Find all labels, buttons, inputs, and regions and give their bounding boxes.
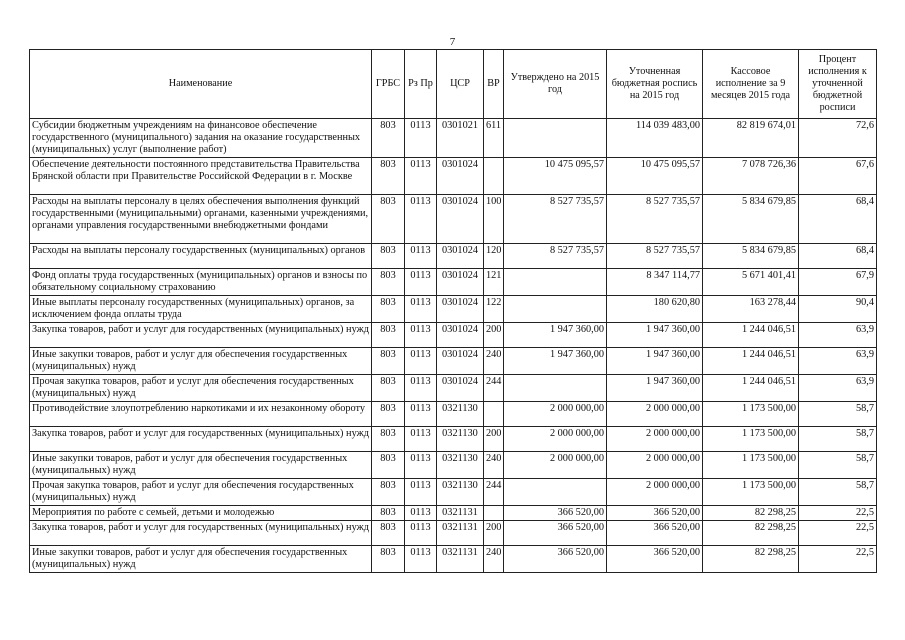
header-csr: ЦСР	[437, 50, 484, 119]
row-refined: 2 000 000,00	[607, 479, 703, 506]
row-approved: 2 000 000,00	[504, 452, 607, 479]
row-rzpr: 0113	[405, 244, 437, 269]
row-rzpr: 0113	[405, 375, 437, 402]
row-csr: 0301024	[437, 195, 484, 244]
row-rzpr: 0113	[405, 323, 437, 348]
row-rzpr: 0113	[405, 348, 437, 375]
row-name: Закупка товаров, работ и услуг для государственных (муниципальных) нужд	[30, 323, 372, 348]
row-percent: 90,4	[799, 296, 877, 323]
row-csr: 0301024	[437, 296, 484, 323]
row-refined: 366 520,00	[607, 546, 703, 573]
row-refined: 1 947 360,00	[607, 348, 703, 375]
row-cash: 163 278,44	[703, 296, 799, 323]
row-approved: 366 520,00	[504, 506, 607, 521]
row-vr: 122	[484, 296, 504, 323]
row-cash: 1 173 500,00	[703, 402, 799, 427]
row-cash: 1 173 500,00	[703, 427, 799, 452]
row-cash: 5 834 679,85	[703, 195, 799, 244]
row-name: Противодействие злоупотреблению наркотиками и их незаконному обороту	[30, 402, 372, 427]
row-percent: 67,9	[799, 269, 877, 296]
row-percent: 68,4	[799, 244, 877, 269]
row-refined: 180 620,80	[607, 296, 703, 323]
row-grbs: 803	[372, 244, 405, 269]
row-percent: 68,4	[799, 195, 877, 244]
table-row	[30, 427, 877, 452]
table-row	[30, 119, 877, 158]
row-csr: 0321130	[437, 479, 484, 506]
page-number: 7	[449, 36, 456, 48]
row-vr: 200	[484, 323, 504, 348]
row-cash: 5 671 401,41	[703, 269, 799, 296]
row-name: Иные закупки товаров, работ и услуг для обеспечения государственных (муниципальных) нужд	[30, 348, 372, 375]
row-approved	[504, 119, 607, 158]
row-refined: 1 947 360,00	[607, 375, 703, 402]
row-approved	[504, 269, 607, 296]
header-refined: Уточненная бюджетная роспись на 2015 год	[607, 50, 703, 119]
row-approved: 8 527 735,57	[504, 195, 607, 244]
row-name: Закупка товаров, работ и услуг для государственных (муниципальных) нужд	[30, 521, 372, 546]
row-name: Иные закупки товаров, работ и услуг для обеспечения государственных (муниципальных) нужд	[30, 546, 372, 573]
row-cash: 82 298,25	[703, 506, 799, 521]
row-cash: 82 298,25	[703, 546, 799, 573]
row-name: Фонд оплаты труда государственных (муниципальных) органов и взносы по обязательному социальному страхованию	[30, 269, 372, 296]
row-csr: 0301024	[437, 375, 484, 402]
row-percent: 58,7	[799, 402, 877, 427]
row-grbs: 803	[372, 119, 405, 158]
header-grbs: ГРБС	[372, 50, 405, 119]
header-vr: ВР	[484, 50, 504, 119]
row-csr: 0301024	[437, 269, 484, 296]
row-name: Обеспечение деятельности постоянного представительства Правительства Брянской области при Правительстве Российской Федерации в г. Москве	[30, 158, 372, 195]
row-rzpr: 0113	[405, 546, 437, 573]
row-rzpr: 0113	[405, 521, 437, 546]
row-cash: 82 298,25	[703, 521, 799, 546]
row-grbs: 803	[372, 375, 405, 402]
row-percent: 63,9	[799, 348, 877, 375]
row-refined: 8 527 735,57	[607, 244, 703, 269]
row-percent: 58,7	[799, 452, 877, 479]
row-name: Прочая закупка товаров, работ и услуг для обеспечения государственных (муниципальных) нужд	[30, 479, 372, 506]
row-cash: 1 244 046,51	[703, 375, 799, 402]
row-csr: 0321131	[437, 521, 484, 546]
row-approved: 366 520,00	[504, 546, 607, 573]
row-cash: 1 173 500,00	[703, 452, 799, 479]
row-rzpr: 0113	[405, 195, 437, 244]
header-cash: Кассовое исполнение за 9 месяцев 2015 года	[703, 50, 799, 119]
row-vr: 244	[484, 375, 504, 402]
row-approved: 2 000 000,00	[504, 402, 607, 427]
row-percent: 63,9	[799, 323, 877, 348]
row-refined: 1 947 360,00	[607, 323, 703, 348]
row-approved: 1 947 360,00	[504, 348, 607, 375]
row-refined: 2 000 000,00	[607, 427, 703, 452]
row-approved: 10 475 095,57	[504, 158, 607, 195]
row-grbs: 803	[372, 296, 405, 323]
row-refined: 2 000 000,00	[607, 402, 703, 427]
row-grbs: 803	[372, 158, 405, 195]
row-cash: 5 834 679,85	[703, 244, 799, 269]
table-row	[30, 402, 877, 427]
table-row	[30, 521, 877, 546]
row-refined: 366 520,00	[607, 506, 703, 521]
row-rzpr: 0113	[405, 479, 437, 506]
row-csr: 0321130	[437, 452, 484, 479]
row-vr: 240	[484, 348, 504, 375]
row-vr: 240	[484, 546, 504, 573]
row-csr: 0321131	[437, 546, 484, 573]
row-vr: 121	[484, 269, 504, 296]
table-row	[30, 506, 877, 521]
row-name: Расходы на выплаты персоналу государственных (муниципальных) органов	[30, 244, 372, 269]
row-grbs: 803	[372, 506, 405, 521]
row-approved	[504, 479, 607, 506]
row-percent: 22,5	[799, 546, 877, 573]
row-grbs: 803	[372, 452, 405, 479]
row-approved	[504, 375, 607, 402]
row-csr: 0301024	[437, 348, 484, 375]
row-name: Расходы на выплаты персоналу в целях обеспечения выполнения функций государственными (муниципальными) органами, казенными учреждениями, органами управления государственными внебюджетными фондами	[30, 195, 372, 244]
row-percent: 67,6	[799, 158, 877, 195]
table-row	[30, 244, 877, 269]
row-csr: 0321131	[437, 506, 484, 521]
row-percent: 22,5	[799, 506, 877, 521]
row-vr: 200	[484, 521, 504, 546]
row-csr: 0321130	[437, 427, 484, 452]
row-name: Иные закупки товаров, работ и услуг для обеспечения государственных (муниципальных) нужд	[30, 452, 372, 479]
table-row	[30, 195, 877, 244]
row-cash: 82 819 674,01	[703, 119, 799, 158]
row-grbs: 803	[372, 195, 405, 244]
row-cash: 1 173 500,00	[703, 479, 799, 506]
row-csr: 0301024	[437, 158, 484, 195]
row-grbs: 803	[372, 269, 405, 296]
row-approved: 2 000 000,00	[504, 427, 607, 452]
row-vr: 244	[484, 479, 504, 506]
row-name: Субсидии бюджетным учреждениям на финансовое обеспечение государственного (муниципального) задания на оказание государственных (муниципальных) услуг (выполнение работ)	[30, 119, 372, 158]
row-grbs: 803	[372, 546, 405, 573]
header-percent: Процент исполнения к уточненной бюджетной росписи	[799, 50, 877, 119]
row-cash: 1 244 046,51	[703, 348, 799, 375]
row-vr: 611	[484, 119, 504, 158]
header-approved: Утверждено на 2015 год	[504, 50, 607, 119]
table-row	[30, 375, 877, 402]
row-name: Прочая закупка товаров, работ и услуг для обеспечения государственных (муниципальных) нужд	[30, 375, 372, 402]
row-vr	[484, 158, 504, 195]
row-percent: 72,6	[799, 119, 877, 158]
header-name: Наименование	[30, 50, 372, 119]
table-row	[30, 452, 877, 479]
row-vr: 100	[484, 195, 504, 244]
row-grbs: 803	[372, 479, 405, 506]
row-rzpr: 0113	[405, 158, 437, 195]
row-csr: 0301021	[437, 119, 484, 158]
table-row	[30, 158, 877, 195]
row-grbs: 803	[372, 323, 405, 348]
row-vr	[484, 402, 504, 427]
row-approved: 8 527 735,57	[504, 244, 607, 269]
row-csr: 0321130	[437, 402, 484, 427]
table-row	[30, 546, 877, 573]
row-percent: 58,7	[799, 479, 877, 506]
row-vr: 240	[484, 452, 504, 479]
row-csr: 0301024	[437, 323, 484, 348]
row-refined: 8 527 735,57	[607, 195, 703, 244]
row-grbs: 803	[372, 348, 405, 375]
row-refined: 2 000 000,00	[607, 452, 703, 479]
row-vr	[484, 506, 504, 521]
header-rzpr: Рз Пр	[405, 50, 437, 119]
row-rzpr: 0113	[405, 427, 437, 452]
row-cash: 1 244 046,51	[703, 323, 799, 348]
table-header-row	[30, 50, 877, 119]
table-row	[30, 269, 877, 296]
row-rzpr: 0113	[405, 506, 437, 521]
table-row	[30, 323, 877, 348]
row-vr: 120	[484, 244, 504, 269]
table-row	[30, 296, 877, 323]
row-name: Иные выплаты персоналу государственных (муниципальных) органов, за исключением фонда оплаты труда	[30, 296, 372, 323]
row-rzpr: 0113	[405, 452, 437, 479]
row-name: Мероприятия по работе с семьей, детьми и молодежью	[30, 506, 372, 521]
row-refined: 366 520,00	[607, 521, 703, 546]
row-percent: 58,7	[799, 427, 877, 452]
row-rzpr: 0113	[405, 269, 437, 296]
row-cash: 7 078 726,36	[703, 158, 799, 195]
table-row	[30, 348, 877, 375]
row-grbs: 803	[372, 521, 405, 546]
row-rzpr: 0113	[405, 402, 437, 427]
row-refined: 8 347 114,77	[607, 269, 703, 296]
row-rzpr: 0113	[405, 296, 437, 323]
row-refined: 10 475 095,57	[607, 158, 703, 195]
row-grbs: 803	[372, 427, 405, 452]
row-approved: 366 520,00	[504, 521, 607, 546]
row-approved	[504, 296, 607, 323]
row-vr: 200	[484, 427, 504, 452]
row-approved: 1 947 360,00	[504, 323, 607, 348]
row-grbs: 803	[372, 402, 405, 427]
row-name: Закупка товаров, работ и услуг для государственных (муниципальных) нужд	[30, 427, 372, 452]
budget-table	[29, 49, 877, 573]
row-csr: 0301024	[437, 244, 484, 269]
table-row	[30, 479, 877, 506]
row-percent: 22,5	[799, 521, 877, 546]
row-refined: 114 039 483,00	[607, 119, 703, 158]
row-rzpr: 0113	[405, 119, 437, 158]
row-percent: 63,9	[799, 375, 877, 402]
